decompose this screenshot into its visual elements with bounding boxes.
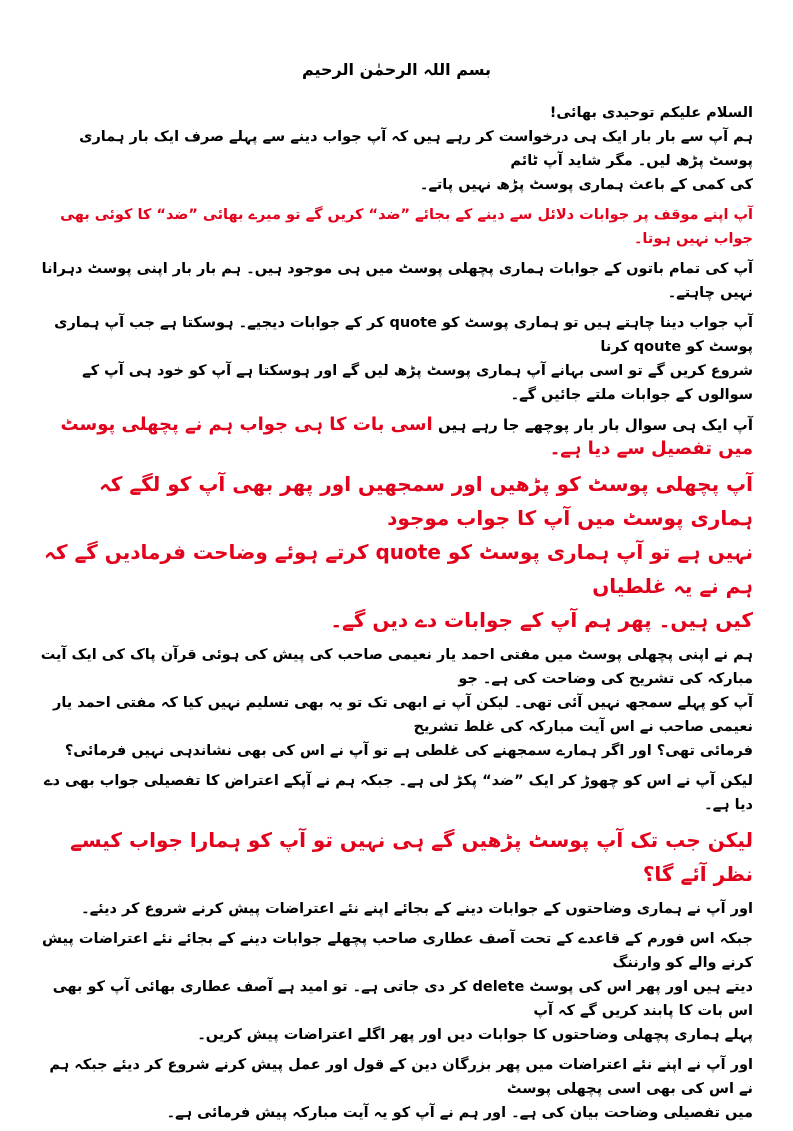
text-line: آپ پچھلی پوسٹ کو پڑھیں اور سمجھیں اور پھر بھی آپ کو لگے کہ ہماری پوسٹ میں آپ کا جواب موجود <box>99 472 753 530</box>
text-line: اور آپ نے ہماری وضاحتوں کے جوابات دینے کے بجائے اپنے نئے اعتراضات پیش کرنے شروع کر دیئے۔ <box>81 901 753 917</box>
text-red-part: اسی بات کا ہی جواب ہم نے پچھلی پوسٹ میں تفصیل سے دیا ہے۔ <box>60 414 753 459</box>
text-line: لیکن آپ نے اس کو چھوڑ کر ایک ”ضد“ پکڑ لی ہے۔ جبکہ ہم نے آپکے اعتراض کا تفصیلی جواب بھی دے دیا ہے۔ <box>44 773 753 813</box>
paragraph-7 <box>40 643 753 763</box>
text-line: لیکن جب تک آپ پوسٹ پڑھیں گے ہی نہیں تو آپ کو ہمارا جواب کیسے نظر آئے گا؟ <box>70 828 753 886</box>
text-line: آپ جواب دینا چاہتے ہیں تو ہماری پوسٹ کو quote کر کے جوابات دیجیے۔ ہوسکتا ہے جب آپ ہماری پوسٹ کو qoute کرنا <box>54 315 753 355</box>
document-page <box>40 60 753 1131</box>
text-line: کی کمی کے باعث ہماری پوسٹ پڑھ نہیں پاتے۔ <box>419 177 753 193</box>
text-line: جبکہ اس فورم کے قاعدے کے تحت آصف عطاری صاحب پچھلے جوابات دینے کے بجائے نئے اعتراضات پیش کرنے والے کو وارننگ <box>42 931 753 971</box>
text-line: اور آپ نے اپنے نئے اعتراضات میں پھر بزرگان دین کے قول اور عمل پیش کرنے شروع کر دیئے جبکہ ہم نے اس کی بھی اسی پچھلی پوسٹ <box>49 1057 753 1097</box>
paragraph-8 <box>40 769 753 817</box>
text-line: آپ اپنے موقف پر جوابات دلائل سے دینے کے بجائے ”ضد“ کریں گے تو میرے بھائی ”ضد“ کا کوئی بھی جواب نہیں ہوتا۔ <box>60 207 753 247</box>
greeting: السلام علیکم توحیدی بھائی! <box>549 105 753 121</box>
paragraph-12 <box>40 1053 753 1125</box>
text-line: دیتے ہیں اور پھر اس کی پوسٹ delete کر دی جاتی ہے۔ تو امید ہے آصف عطاری بھائی آپ کو بھی اس بات کا پابند کریں گے کہ آپ <box>52 979 753 1019</box>
paragraph-9 <box>40 823 753 891</box>
text-line: نہیں ہے تو آپ ہماری پوسٹ کو quote کرتے ہوئے وضاحت فرمادیں گے کہ ہم نے یہ غلطیاں <box>44 540 753 598</box>
paragraph-1 <box>40 125 753 197</box>
text-line: کیں ہیں۔ پھر ہم آپ کے جوابات دے دیں گے۔ <box>330 608 753 632</box>
paragraph-2 <box>40 203 753 251</box>
text-line: شروع کریں گے تو اسی بہانے آپ ہماری پوسٹ پڑھ لیں گے اور ہوسکتا ہے آپ کو خود ہی آپ کے سوالوں کے جوابات ملتے جائیں گے۔ <box>82 363 753 403</box>
text-line: فرمائی تھی؟ اور اگر ہمارے سمجھنے کی غلطی ہے تو آپ نے اس کی بھی نشاندہی نہیں فرمائی؟ <box>64 743 753 759</box>
text-line: آپ کی تمام باتوں کے جوابات ہماری پچھلی پوسٹ میں ہی موجود ہیں۔ ہم بار بار اپنی پوسٹ دہرانا نہیں چاہتے۔ <box>41 261 753 301</box>
paragraph-11 <box>40 927 753 1047</box>
paragraph-6 <box>40 467 753 637</box>
paragraph-5 <box>40 413 753 461</box>
document-title: بسم اللہ الرحمٰن الرحیم <box>301 60 492 79</box>
paragraph-3 <box>40 257 753 305</box>
text-line: ہم آپ سے بار بار ایک ہی درخواست کر رہے ہیں کہ آپ جواب دینے سے پہلے صرف ایک بار ہماری پوسٹ پڑھ لیں۔ مگر شاید آپ ٹائم <box>79 129 753 169</box>
paragraph-4 <box>40 311 753 407</box>
text-line: آپ کو پہلے سمجھ نہیں آئی تھی۔ لیکن آپ نے ابھی تک تو یہ بھی تسلیم نہیں کیا کہ مفتی احمد یار نعیمی صاحب نے اس آیت مبارکہ کی غلط تشریح <box>52 695 753 735</box>
text-line: پہلے ہماری پچھلی وضاحتوں کا جوابات دیں اور پھر اگلے اعتراضات پیش کریں۔ <box>197 1027 753 1043</box>
text-line: میں تفصیلی وضاحت بیان کی ہے۔ اور ہم نے آپ کو یہ آیت مبارکہ پیش فرمائی ہے۔ <box>166 1105 753 1121</box>
paragraph-10 <box>40 897 753 921</box>
text-line <box>40 413 753 461</box>
text-line: ہم نے اپنی پچھلی پوسٹ میں مفتی احمد یار نعیمی صاحب کی پیش کی ہوئی قرآن پاک کی ایک آیت مبارکہ کی تشریح کی وضاحت کی ہے۔ جو <box>40 647 753 687</box>
text-black-part: آپ ایک ہی سوال بار بار پوچھے جا رہے ہیں <box>437 416 753 434</box>
